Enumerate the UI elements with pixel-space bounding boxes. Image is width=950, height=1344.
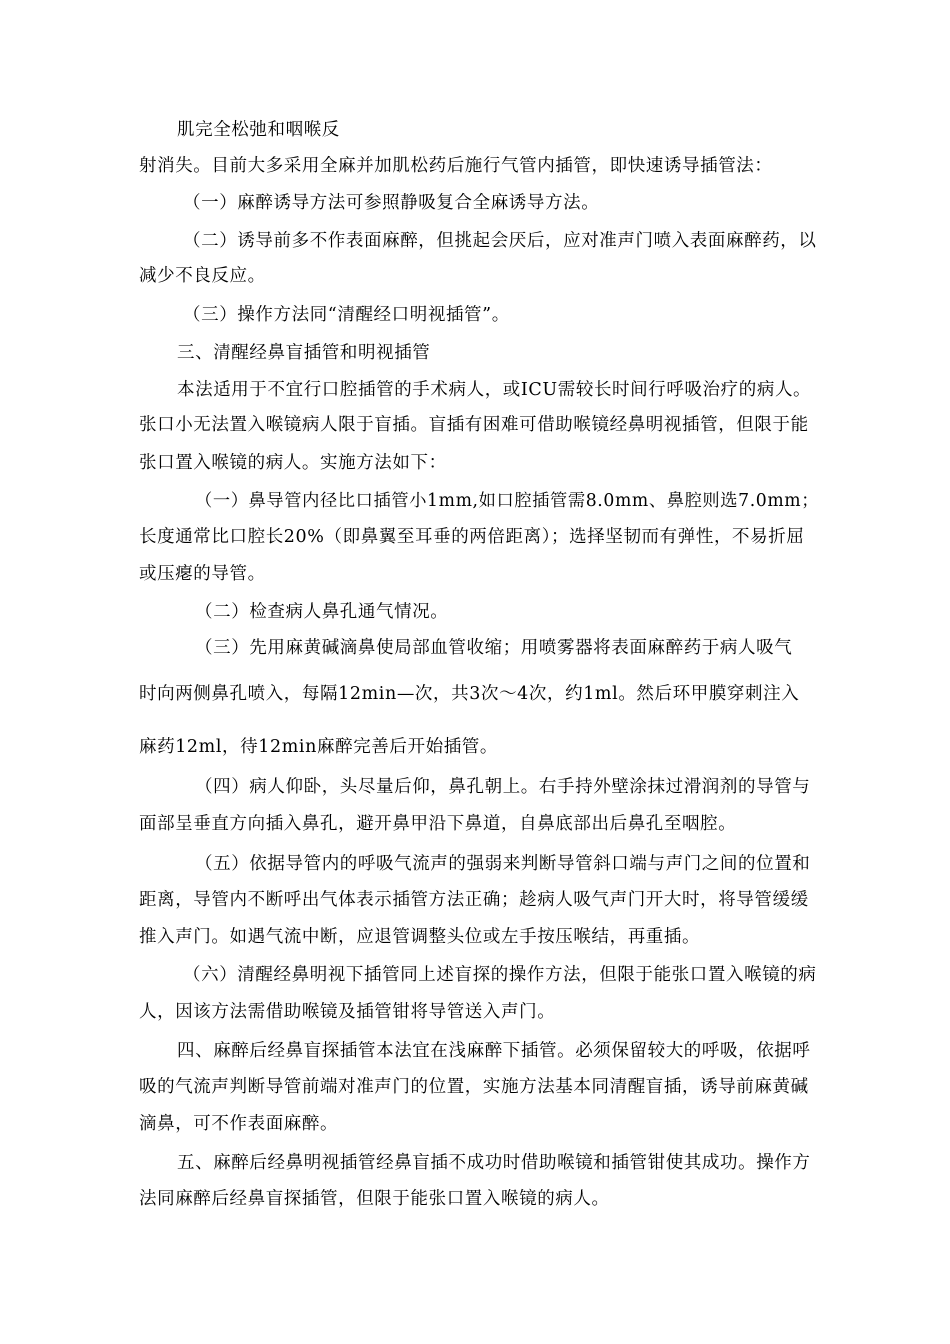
text-line: 推入声门。如遇气流中断，应退管调整头位或左手按压喉结，再重插。 (139, 927, 701, 947)
text-line: 面部呈垂直方向插入鼻孔，避开鼻甲沿下鼻道，自鼻底部出后鼻孔至咽腔。 (139, 814, 737, 834)
text-line: （二）诱导前多不作表面麻醉，但挑起会厌后，应对准声门喷入表面麻醉药，以 (183, 231, 817, 251)
text-line: 长度通常比口腔长20%（即鼻翼至耳垂的两倍距离）；选择坚韧而有弹性，不易折屈 (139, 527, 805, 547)
text-line: 法同麻醉后经鼻盲探插管，但限于能张口置入喉镜的病人。 (139, 1189, 610, 1209)
text-line: 减少不良反应。 (139, 266, 266, 286)
text-line: 张口小无法置入喉镜病人限于盲插。盲插有困难可借助喉镜经鼻明视插管，但限于能 (139, 415, 809, 435)
text-line: （一）鼻导管内径比口插管小1mm,如口腔插管需8.0mm、鼻腔则选7.0mm； (195, 491, 820, 511)
text-line: 距离，导管内不断呼出气体表示插管方法正确；趁病人吸气声门开大时，将导管缓缓 (139, 890, 809, 910)
text-line: 射消失。目前大多采用全麻并加肌松药后施行气管内插管，即快速诱导插管法： (139, 156, 773, 176)
text-line: （三）操作方法同“清醒经口明视插管”。 (183, 305, 510, 325)
section-heading: 四、麻醉后经鼻盲探插管本法宜在浅麻醉下插管。必须保留较大的呼吸，依据呼 (177, 1041, 811, 1061)
text-line: 或压瘪的导管。 (139, 564, 266, 584)
text-line: 本法适用于不宜行口腔插管的手术病人，或ICU需较长时间行呼吸治疗的病人。 (177, 380, 812, 400)
text-line: （一）麻醉诱导方法可参照静吸复合全麻诱导方法。 (183, 193, 600, 213)
text-line: 时向两侧鼻孔喷入，每隔12min—次，共3次〜4次，约1ml。然后环甲膜穿刺注入 (139, 684, 800, 704)
section-heading: 三、清醒经鼻盲插管和明视插管 (177, 343, 431, 363)
text-line: 张口置入喉镜的病人。实施方法如下： (139, 453, 447, 473)
text-line: 人，因该方法需借助喉镜及插管钳将导管送入声门。 (139, 1002, 556, 1022)
text-line: 滴鼻，可不作表面麻醉。 (139, 1114, 339, 1134)
text-line: （二）检查病人鼻孔通气情况。 (195, 602, 449, 622)
text-line: （六）清醒经鼻明视下插管同上述盲探的操作方法，但限于能张口置入喉镜的病 (183, 965, 817, 985)
text-line: （五）依据导管内的呼吸气流声的强弱来判断导管斜口端与声门之间的位置和 (195, 854, 811, 874)
text-line: 吸的气流声判断导管前端对准声门的位置，实施方法基本同清醒盲插，诱导前麻黄碱 (139, 1077, 809, 1097)
text-line: （四）病人仰卧，头尽量后仰，鼻孔朝上。右手持外壁涂抹过滑润剂的导管与 (195, 777, 811, 797)
section-heading: 五、麻醉后经鼻明视插管经鼻盲插不成功时借助喉镜和插管钳使其成功。操作方 (177, 1153, 811, 1173)
text-line: 肌完全松弛和咽喉反 (177, 120, 340, 140)
text-line: （三）先用麻黄碱滴鼻使局部血管收缩；用喷雾器将表面麻醉药于病人吸气 (195, 638, 793, 658)
text-line: 麻药12ml，待12min麻醉完善后开始插管。 (139, 737, 498, 757)
